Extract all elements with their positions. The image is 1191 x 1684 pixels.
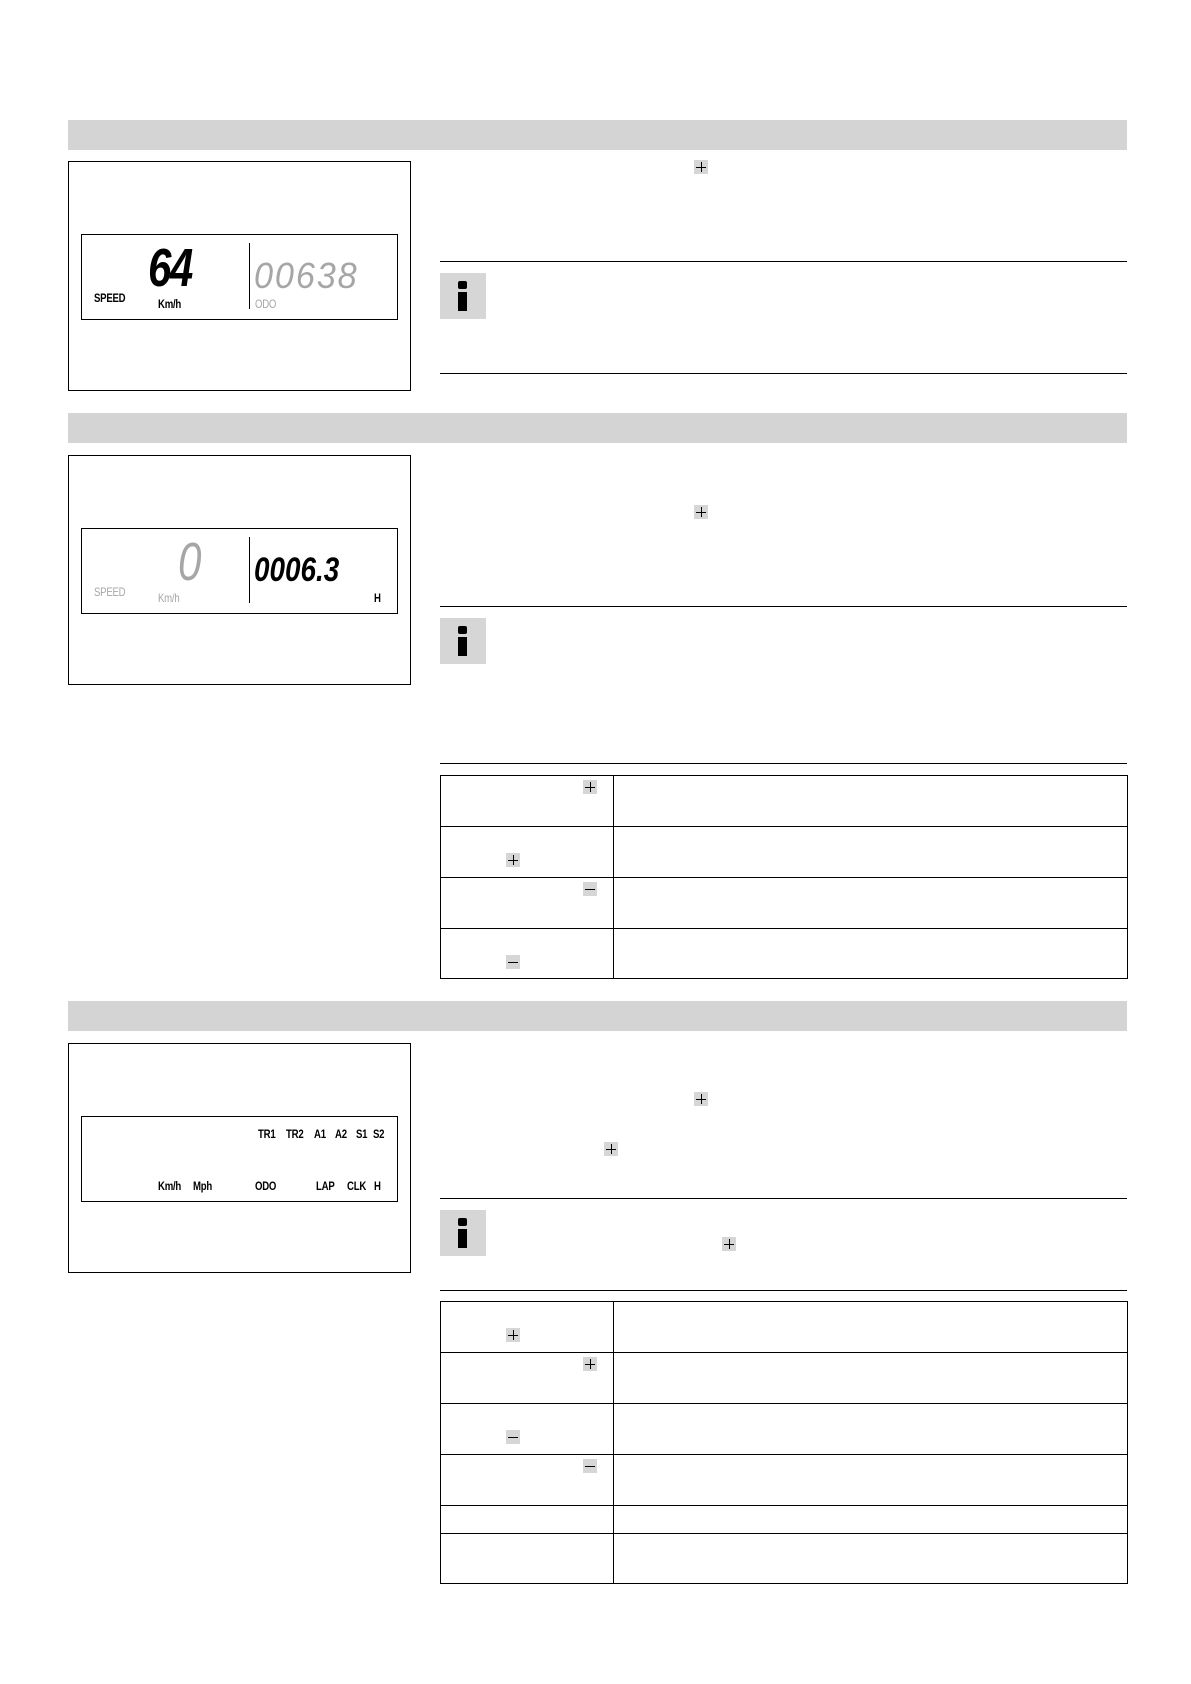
info-icon: [440, 1210, 486, 1256]
plus-key-icon: [722, 1237, 736, 1251]
section-header-bar-3: [68, 1001, 1127, 1031]
indicator-lap: LAP: [316, 1179, 335, 1193]
lcd-divider: [249, 537, 250, 603]
table-cell: [614, 827, 1128, 878]
indicator-kmh: Km/h: [158, 1179, 182, 1193]
table-cell: [441, 1534, 614, 1584]
indicator-tr1: TR1: [258, 1127, 276, 1141]
unit-label: Km/h: [158, 297, 182, 311]
lcd-screen-3: [81, 1116, 398, 1202]
info-icon: [440, 618, 486, 664]
indicator-s2: S2: [373, 1127, 385, 1141]
table-cell: [614, 929, 1128, 979]
indicator-a1: A1: [314, 1127, 326, 1141]
time-value: 0006.3: [254, 551, 340, 589]
speed-label: SPEED: [94, 291, 126, 305]
table-cell: [614, 1353, 1128, 1404]
minus-key-icon: [583, 1459, 597, 1473]
divider-line: [440, 1198, 1127, 1199]
table-cell: [441, 1353, 614, 1404]
section-header-bar-1: [68, 120, 1127, 150]
table-cell: [614, 1455, 1128, 1506]
indicator-mph: Mph: [193, 1179, 213, 1193]
key-function-table-1: [440, 775, 1128, 979]
lcd-screen-2: [81, 528, 398, 614]
display-figure-1: [68, 161, 411, 391]
plus-key-icon: [604, 1142, 618, 1156]
divider-line: [440, 1290, 1127, 1291]
plus-key-icon: [583, 780, 597, 794]
table-cell: [441, 929, 614, 979]
speed-value: 64: [148, 238, 192, 298]
table-cell: [441, 1302, 614, 1353]
indicator-clk: CLK: [347, 1179, 367, 1193]
odo-label: ODO: [255, 297, 277, 311]
indicator-s1: S1: [356, 1127, 368, 1141]
section-header-bar-2: [68, 413, 1127, 443]
unit-label: Km/h: [158, 591, 180, 605]
indicator-tr2: TR2: [286, 1127, 304, 1141]
lcd-screen-1: [81, 234, 398, 320]
minus-key-icon: [506, 955, 520, 969]
table-cell: [441, 827, 614, 878]
key-function-table-2: [440, 1301, 1128, 1584]
plus-key-icon: [694, 160, 708, 174]
odo-value: 00638: [254, 255, 359, 296]
plus-key-icon: [506, 1328, 520, 1342]
indicator-a2: A2: [335, 1127, 347, 1141]
divider-line: [440, 606, 1127, 607]
indicator-h: H: [374, 1179, 381, 1193]
table-cell: [441, 878, 614, 929]
info-icon: [440, 273, 486, 319]
table-cell: [441, 1455, 614, 1506]
divider-line: [440, 373, 1127, 374]
display-figure-3: [68, 1043, 411, 1273]
minus-key-icon: [583, 882, 597, 896]
plus-key-icon: [694, 1092, 708, 1106]
table-cell: [441, 1506, 614, 1534]
table-cell: [614, 776, 1128, 827]
lcd-divider: [249, 243, 250, 309]
table-cell: [614, 1302, 1128, 1353]
table-cell: [614, 1404, 1128, 1455]
table-cell: [441, 1404, 614, 1455]
divider-line: [440, 261, 1127, 262]
hour-label: H: [374, 591, 381, 605]
plus-key-icon: [694, 505, 708, 519]
table-cell: [614, 1534, 1128, 1584]
plus-key-icon: [506, 853, 520, 867]
indicator-odo: ODO: [255, 1179, 277, 1193]
divider-line: [440, 763, 1127, 764]
table-cell: [441, 776, 614, 827]
plus-key-icon: [583, 1357, 597, 1371]
display-figure-2: [68, 455, 411, 685]
table-cell: [614, 878, 1128, 929]
speed-label: SPEED: [94, 585, 126, 599]
table-cell: [614, 1506, 1128, 1534]
speed-value: 0: [178, 532, 202, 592]
minus-key-icon: [506, 1430, 520, 1444]
